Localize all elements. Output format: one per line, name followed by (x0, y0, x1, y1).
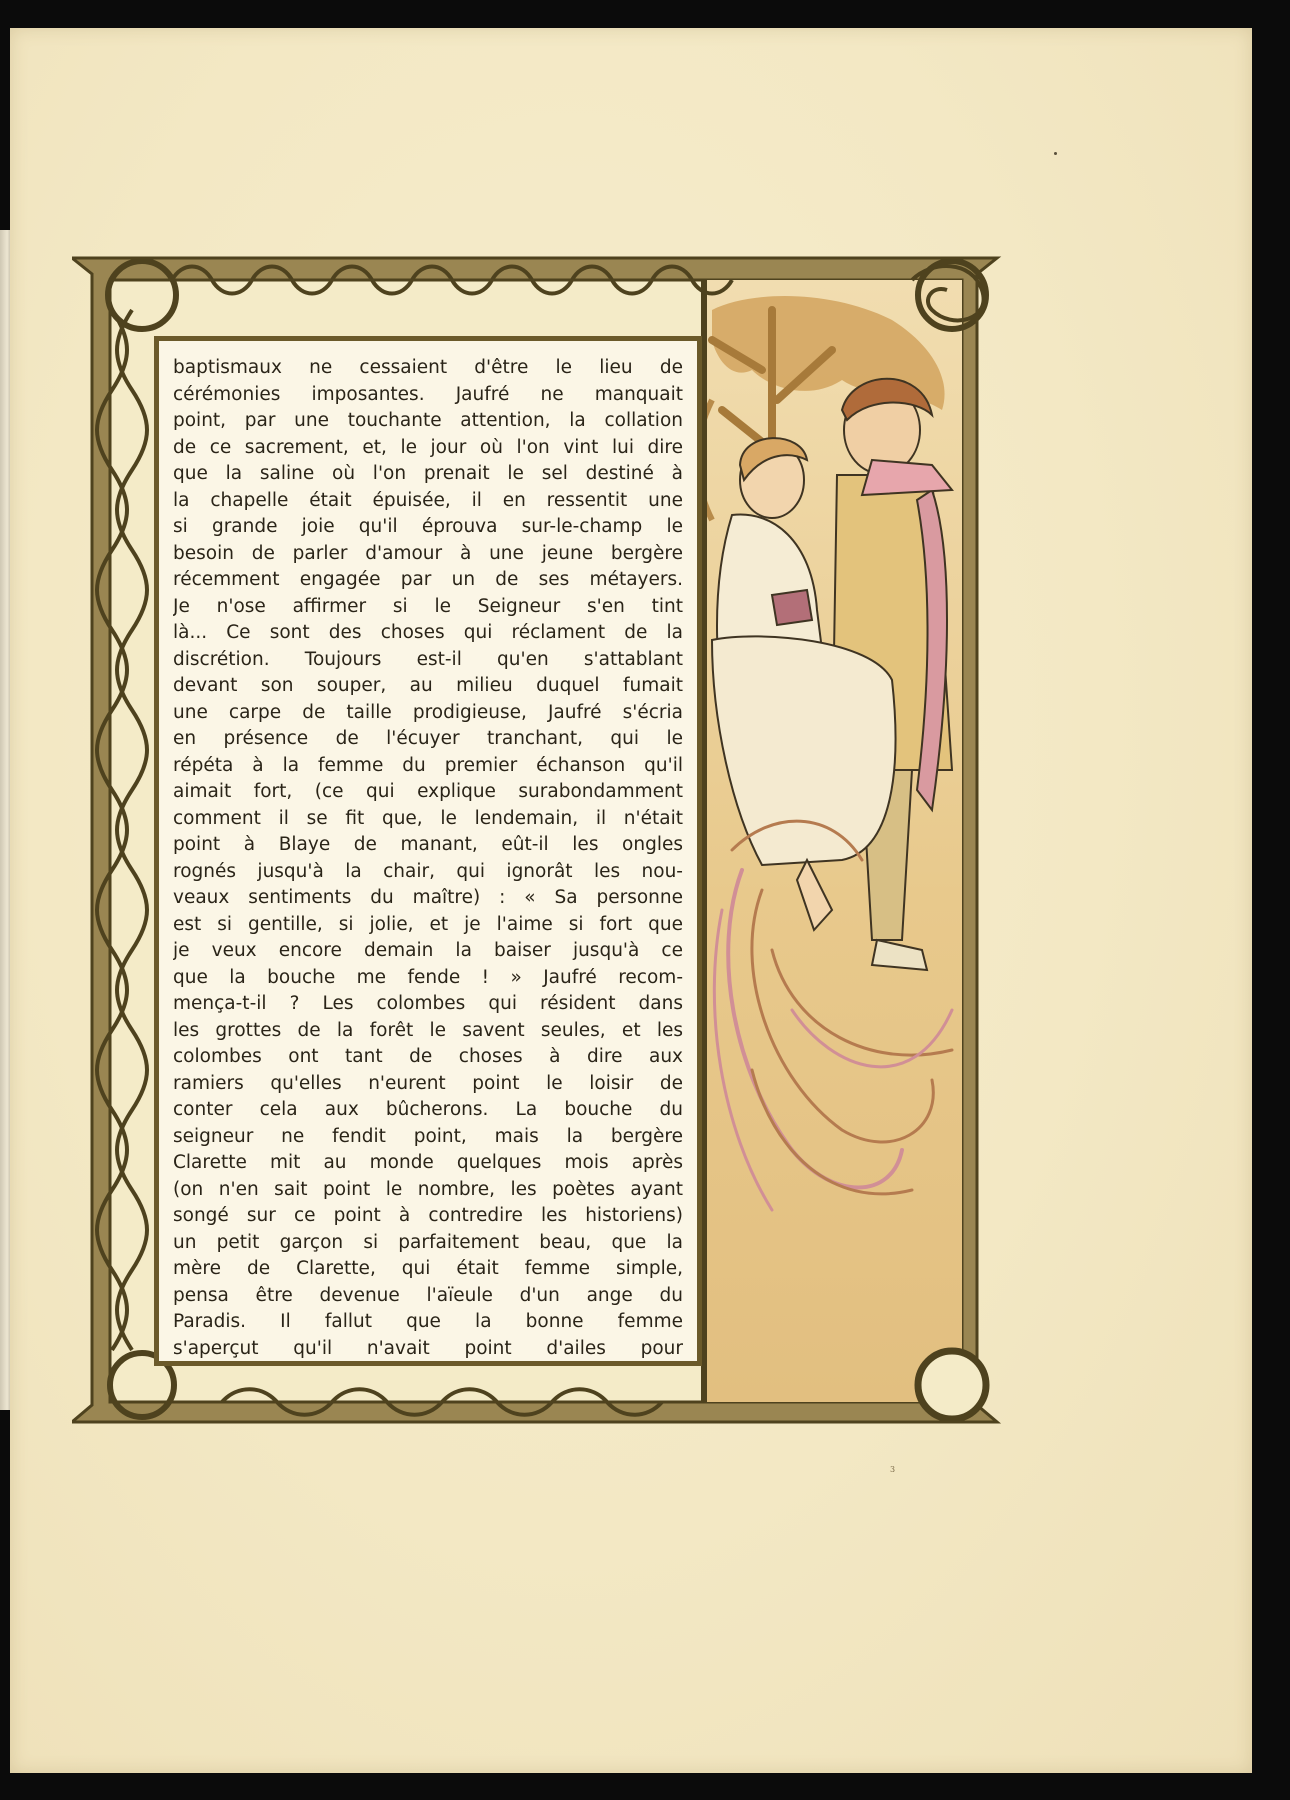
text-line: mença-t-il ? Les colombes qui résident dans (173, 993, 683, 1014)
text-line: récemment engagée par un de ses métayers. (173, 569, 683, 590)
text-line: aimait fort, (ce qui explique surabondamment (173, 781, 683, 802)
text-line: si grande joie qu'il éprouva sur-le-champ le (173, 516, 683, 537)
text-line: répéta à la femme du premier échanson qu'il (173, 754, 683, 776)
body-text (173, 355, 683, 1362)
text-line: (on n'en sait point le nombre, les poètes ayant (173, 1178, 683, 1200)
text-panel (154, 336, 702, 1366)
text-line: que la bouche me fende ! » Jaufré recom- (173, 966, 683, 988)
text-line: mère de Clarette, qui était femme simple, (173, 1258, 683, 1279)
text-line: veaux sentiments du maître) : « Sa personne (173, 887, 683, 908)
text-line: besoin de parler d'amour à une jeune bergère (173, 542, 683, 564)
text-line: conter cela aux bûcherons. La bouche du (173, 1099, 683, 1120)
text-line: que la saline où l'on prenait le sel destiné à (173, 463, 683, 484)
text-line: Paradis. Il fallut que la bonne femme (173, 1311, 683, 1332)
text-line: pensa être devenue l'aïeule d'un ange du (173, 1284, 683, 1306)
text-line: songé sur ce point à contredire les historiens) (173, 1205, 683, 1226)
page-number: 3 (890, 1465, 896, 1474)
ornamental-frame (72, 250, 1009, 1450)
text-line: cérémonies imposantes. Jaufré ne manquait (173, 383, 683, 405)
text-line: un petit garçon si parfaitement beau, que la (173, 1231, 683, 1253)
text-line: la chapelle était épuisée, il en ressentit une (173, 489, 683, 511)
corner-ring-bottom-right (918, 1351, 986, 1419)
text-line: colombes ont tant de choses à dire aux (173, 1046, 683, 1067)
text-line: une carpe de taille prodigieuse, Jaufré s'écria (173, 701, 683, 723)
text-line: est si gentille, si jolie, et je l'aime si fort que (173, 913, 683, 935)
text-line: discrétion. Toujours est-il qu'en s'attablant (173, 648, 683, 670)
text-line: comment il se fit que, le lendemain, il n'était (173, 807, 683, 829)
book-page (10, 28, 1252, 1773)
paper-speck (1054, 152, 1057, 155)
text-line: point à Blaye de manant, eût-il les ongles (173, 834, 683, 855)
text-line: en présence de l'écuyer tranchant, qui le (173, 728, 683, 749)
text-line: baptismaux ne cessaient d'être le lieu de (173, 357, 683, 378)
text-line: devant son souper, au milieu duquel fumait (173, 675, 683, 696)
text-line: seigneur ne fendit point, mais la bergère (173, 1125, 683, 1147)
text-line: ramiers qu'elles n'eurent point le loisir de (173, 1072, 683, 1094)
text-line: point, par une touchante attention, la collation (173, 410, 683, 431)
text-line: s'aperçut qu'il n'avait point d'ailes pour (173, 1337, 683, 1359)
text-line: les grottes de la forêt le savent seules, et les (173, 1019, 683, 1041)
text-line: de ce sacrement, et, le jour où l'on vint lui dire (173, 436, 683, 458)
text-line: là... Ce sont des choses qui réclament de la (173, 622, 683, 643)
text-line: je veux encore demain la baiser jusqu'à ce (173, 940, 683, 961)
text-line: rognés jusqu'à la chair, qui ignorât les nou- (173, 860, 683, 882)
text-line: Clarette mit au monde quelques mois après (173, 1152, 683, 1173)
text-line: Je n'ose affirmer si le Seigneur s'en tint (173, 595, 683, 617)
